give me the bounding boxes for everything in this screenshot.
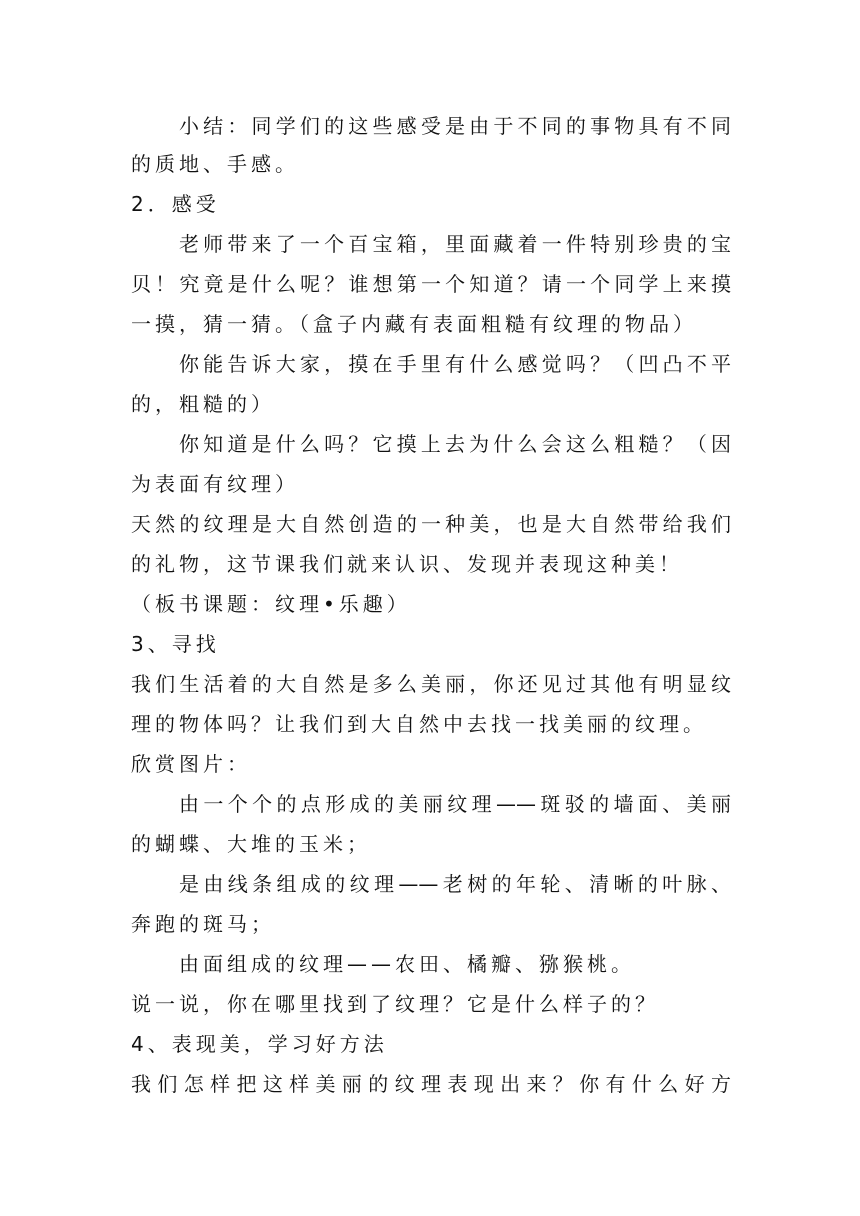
paragraph-line: 贝！究竟是什么呢？谁想第一个知道？请一个同学上来摸 xyxy=(131,272,731,296)
paragraph-line: 的质地、手感。 xyxy=(131,152,299,176)
paragraph-line: 的，粗糙的） xyxy=(131,392,275,416)
paragraph-line: 为表面有纹理） xyxy=(131,472,299,496)
section-heading: 3、寻找 xyxy=(131,632,220,656)
paragraph-line: 说一说，你在哪里找到了纹理？它是什么样子的？ xyxy=(131,992,659,1016)
paragraph-line: 是由线条组成的纹理——老树的年轮、清晰的叶脉、 xyxy=(179,872,731,896)
paragraph-line: 老师带来了一个百宝箱，里面藏着一件特别珍贵的宝 xyxy=(179,232,731,256)
paragraph-line: 一摸，猜一猜。（盒子内藏有表面粗糙有纹理的物品） xyxy=(131,312,697,336)
paragraph-line: 你能告诉大家，摸在手里有什么感觉吗？（凹凸不平 xyxy=(179,352,731,376)
paragraph-line: 我们生活着的大自然是多么美丽，你还见过其他有明显纹 xyxy=(131,672,731,696)
paragraph-line: （板书课题：纹理•乐趣） xyxy=(131,592,411,616)
paragraph-line: 由面组成的纹理——农田、橘瓣、猕猴桃。 xyxy=(179,952,635,976)
paragraph-line: 的蝴蝶、大堆的玉米； xyxy=(131,832,371,856)
paragraph-line: 小结：同学们的这些感受是由于不同的事物具有不同 xyxy=(179,114,731,138)
paragraph-line: 我们怎样把这样美丽的纹理表现出来？你有什么好方 xyxy=(131,1072,731,1096)
paragraph-line: 欣赏图片： xyxy=(131,752,251,776)
paragraph-line: 的礼物，这节课我们就来认识、发现并表现这种美！ xyxy=(131,552,683,576)
paragraph-line: 由一个个的点形成的美丽纹理——斑驳的墙面、美丽 xyxy=(179,792,731,816)
paragraph-line: 天然的纹理是大自然创造的一种美，也是大自然带给我们 xyxy=(131,512,731,536)
paragraph-line: 奔跑的斑马； xyxy=(131,912,275,936)
paragraph-line: 你知道是什么吗？它摸上去为什么会这么粗糙？（因 xyxy=(179,432,731,456)
section-heading: 2．感受 xyxy=(131,192,220,216)
paragraph-line: 理的物体吗？让我们到大自然中去找一找美丽的纹理。 xyxy=(131,712,707,736)
section-heading: 4、表现美，学习好方法 xyxy=(131,1032,388,1056)
